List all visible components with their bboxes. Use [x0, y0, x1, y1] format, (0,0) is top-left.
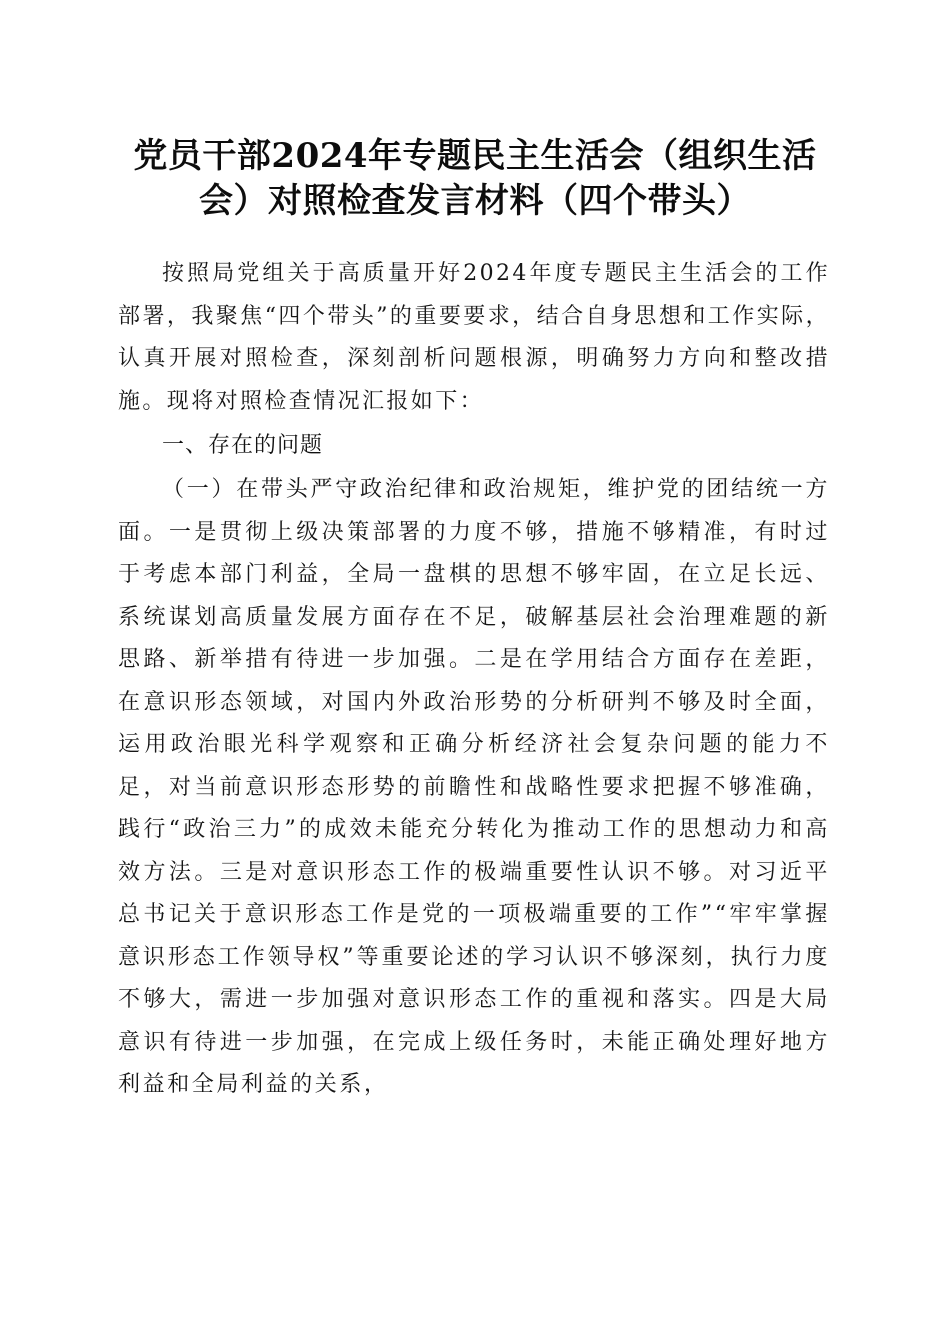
document-body [118, 253, 830, 1107]
document-title-line-1: 党员干部2024年专题民主生活会（组织生活 [133, 136, 817, 176]
section-paragraph-political-discipline: （一）在带头严守政治纪律和政治规矩，维护党的团结统一方面。一是贯彻上级决策部署的力度不够，措施不够精准，有时过于考虑本部门利益，全局一盘棋的思想不够牢固，在立足长远、系统谋划高质量发展方面存在不足，破解基层社会治理难题的新思路、新举措有待进一步加强。二是在学用结合方面存在差距，在意识形态领域，对国内外政治形势的分析研判不够及时全面，运用政治眼光科学观察和正确分析经济社会复杂问题的能力不足，对当前意识形态形势的前瞻性和战略性要求把握不够准确，践行“政治三力”的成效未能充分转化为推动工作的思想动力和高效方法。三是对意识形态工作的极端重要性认识不够。对习近平总书记关于意识形态工作是党的一项极端重要的工作”“牢牢掌握意识形态工作领导权”等重要论述的学习认识不够深刻，执行力度不够大，需进一步加强对意识形态工作的重视和落实。四是大局意识有待进一步加强，在完成上级任务时，未能正确处理好地方利益和全局利益的关系， [118, 477, 830, 1097]
section-heading-problems: 一、存在的问题 [162, 433, 324, 458]
intro-paragraph: 按照局党组关于高质量开好2024年度专题民主生活会的工作部署，我聚焦“四个带头”的重要要求，结合自身思想和工作实际，认真开展对照检查，深刻剖析问题根源，明确努力方向和整改措施。现将对照检查情况汇报如下： [118, 261, 830, 414]
document-title-line-2: 会）对照检查发言材料（四个带头） [199, 181, 751, 221]
document-title [110, 134, 840, 224]
